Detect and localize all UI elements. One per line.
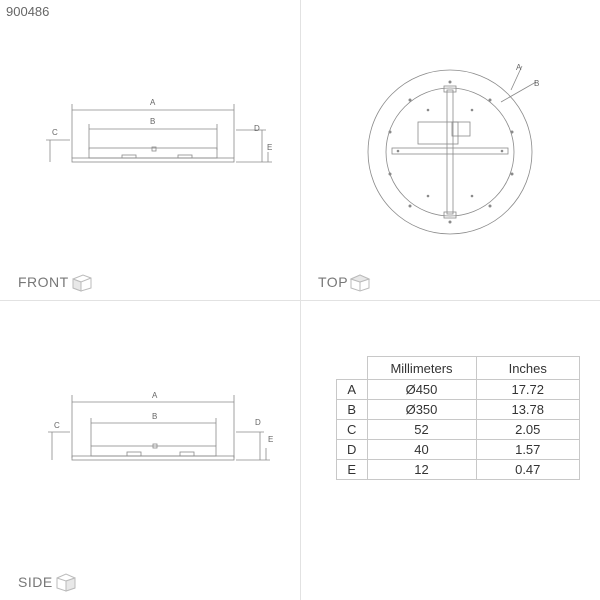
front-dim-a-label: A	[150, 98, 156, 107]
side-dim-c-label: C	[54, 421, 60, 430]
dimensions-table	[336, 356, 580, 480]
table-row	[337, 380, 580, 400]
table-cell-inches: 2.05	[476, 420, 580, 440]
top-view-panel	[300, 0, 600, 300]
table-row	[337, 440, 580, 460]
table-row	[337, 460, 580, 480]
side-view-panel	[0, 300, 300, 600]
table-cell-inches: 13.78	[476, 400, 580, 420]
front-dim-e-label: E	[267, 143, 273, 152]
side-dim-b-label: B	[152, 412, 158, 421]
table-cell-mm: Ø350	[367, 400, 476, 420]
front-view-label: FRONT	[18, 274, 69, 290]
table-row	[337, 420, 580, 440]
top-dim-a-label: A	[516, 63, 522, 72]
table-header-millimeters: Millimeters	[367, 357, 476, 380]
table-cell-letter: E	[337, 460, 368, 480]
table-cell-mm: 12	[367, 460, 476, 480]
top-view-cube-icon	[348, 270, 372, 292]
table-cell-inches: 1.57	[476, 440, 580, 460]
table-cell-inches: 0.47	[476, 460, 580, 480]
top-dim-b-label: B	[534, 79, 540, 88]
side-view-cube-icon	[54, 570, 78, 592]
table-header-inches: Inches	[476, 357, 580, 380]
side-dim-e-label: E	[268, 435, 274, 444]
front-view-cube-icon	[70, 272, 94, 292]
front-view-panel	[0, 0, 300, 300]
table-cell-letter: D	[337, 440, 368, 460]
table-row	[337, 400, 580, 420]
side-dim-d-label: D	[255, 418, 261, 427]
front-dim-d-label: D	[254, 124, 260, 133]
side-dim-a-label: A	[152, 391, 158, 400]
table-cell-inches: 17.72	[476, 380, 580, 400]
table-cell-letter: A	[337, 380, 368, 400]
table-cell-mm: Ø450	[367, 380, 476, 400]
side-view-drawing	[0, 300, 300, 600]
table-cell-mm: 40	[367, 440, 476, 460]
front-dim-b-label: B	[150, 117, 156, 126]
product-code: 900486	[6, 4, 50, 19]
table-cell-mm: 52	[367, 420, 476, 440]
top-view-drawing	[300, 0, 600, 300]
top-view-label: TOP	[318, 274, 349, 290]
table-header-corner	[337, 357, 368, 380]
front-dim-c-label: C	[52, 128, 58, 137]
table-cell-letter: C	[337, 420, 368, 440]
side-view-label: SIDE	[18, 574, 53, 590]
front-view-drawing	[0, 0, 300, 300]
table-header-row	[337, 357, 580, 380]
table-cell-letter: B	[337, 400, 368, 420]
